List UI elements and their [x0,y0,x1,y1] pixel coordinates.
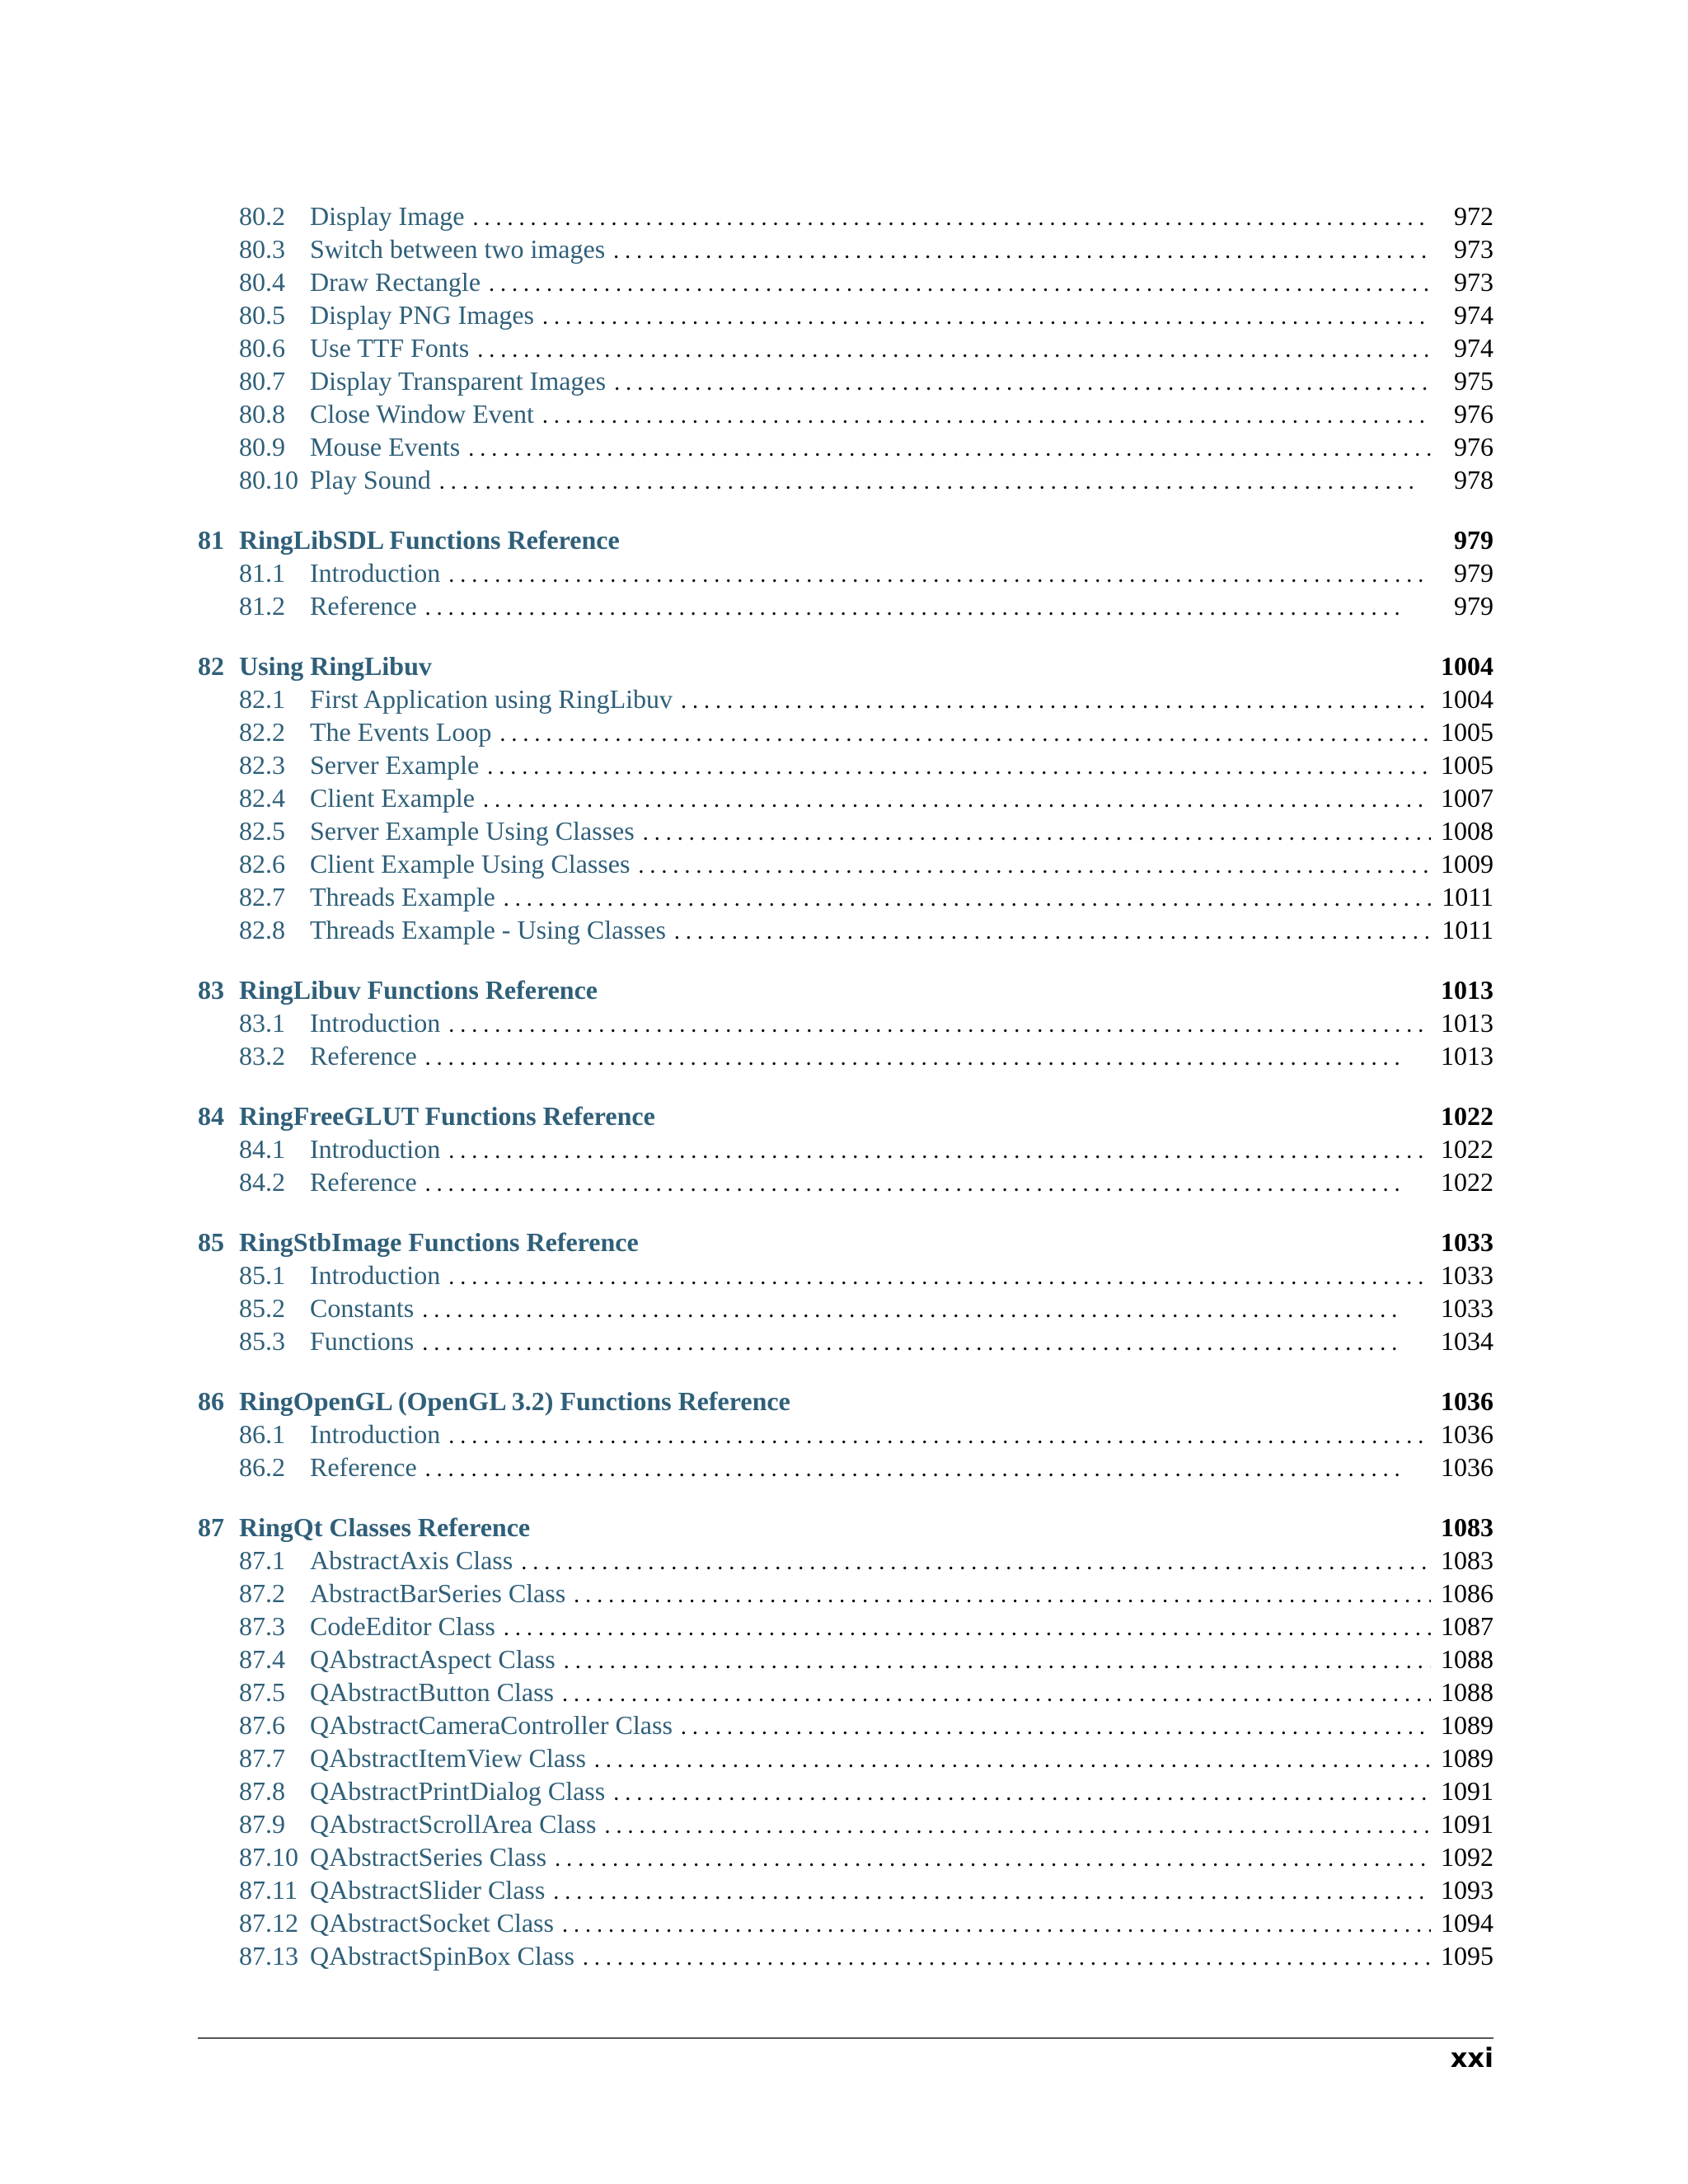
toc-entry-link[interactable]: QAbstractSlider Class [310,1875,546,1905]
toc-entry-number: 85.3 [239,1326,285,1356]
toc-entry[interactable] [239,589,1493,622]
toc-entry-link[interactable]: QAbstractScrollArea Class [310,1809,597,1839]
dot-leader [448,1420,1431,1453]
dot-leader [638,850,1431,883]
toc-entry[interactable] [239,1258,1493,1291]
toc-entry-link[interactable]: Mouse Events [310,432,461,462]
toc-chapter-81 [198,523,1493,622]
toc-entry-link[interactable]: Functions [310,1326,415,1356]
toc-entry-link[interactable]: Display Transparent Images [310,366,607,396]
toc-entry-number: 83.2 [239,1041,285,1071]
toc-entry-page: 1013 [1441,1008,1493,1038]
chapter-title-link[interactable]: Using RingLibuv [239,651,432,681]
dot-leader [542,400,1431,433]
toc-entry[interactable] [239,1610,1493,1643]
toc-entry[interactable] [239,1939,1493,1972]
toc-entry-page: 1004 [1441,684,1493,714]
toc-entry-number: 82.7 [239,882,285,912]
dot-leader [542,301,1431,334]
dot-leader [594,1744,1431,1777]
toc-entry-number: 80.3 [239,234,285,264]
toc-entry[interactable] [239,1418,1493,1451]
toc-entry-link[interactable]: Draw Rectangle [310,267,481,297]
chapter-title-link[interactable]: RingQt Classes Reference [239,1512,531,1542]
dot-leader [555,1843,1431,1876]
toc-entry[interactable] [239,1675,1493,1708]
toc-entry-number: 80.7 [239,366,285,396]
toc-entry-page: 976 [1454,399,1493,429]
toc-entry[interactable] [239,1132,1493,1165]
toc-entry-page: 1033 [1441,1293,1493,1323]
toc-entry[interactable] [239,814,1493,847]
toc-entry-page: 973 [1454,267,1493,297]
dot-leader [504,883,1431,916]
toc-entry-number: 85.2 [239,1293,285,1323]
toc-entry-link[interactable]: First Application using RingLibuv [310,684,673,714]
chapter-title-link[interactable]: RingLibSDL Functions Reference [239,525,620,555]
toc-entry[interactable] [239,1906,1493,1939]
toc-entry[interactable] [239,1451,1493,1483]
toc-entry[interactable] [239,1324,1493,1357]
dot-leader [448,1009,1431,1042]
toc-continuation-block [198,199,1493,496]
toc-entry-number: 82.2 [239,717,285,747]
toc-entry-number: 82.5 [239,816,285,846]
toc-entry-link[interactable]: Switch between two images [310,234,606,264]
chapter-number: 81 [198,525,224,555]
toc-entry-link[interactable]: Introduction [310,1260,441,1290]
toc-entry-page: 1088 [1441,1677,1493,1707]
page-number: xxi [1450,2042,1493,2074]
dot-leader [604,1810,1431,1843]
toc-entry-link[interactable]: Server Example Using Classes [310,816,635,846]
toc-entry-number: 84.1 [239,1134,285,1164]
toc-entry[interactable] [239,1643,1493,1675]
toc-chapter-86 [198,1385,1493,1483]
toc-entry-page: 1094 [1441,1908,1493,1938]
dot-leader [468,433,1431,466]
dot-leader [504,1612,1431,1645]
toc-entry-number: 82.1 [239,684,285,714]
dot-leader [562,1678,1431,1711]
toc-entry-number: 81.1 [239,558,285,588]
toc-entry[interactable] [239,1039,1493,1072]
chapter-number: 84 [198,1101,224,1131]
toc-chapter-83 [198,973,1493,1072]
toc-entry-number: 80.5 [239,300,285,330]
toc-entry-page: 979 [1454,591,1493,621]
dot-leader [439,466,1431,499]
dot-leader [562,1909,1431,1942]
footer-divider [198,2037,1493,2039]
toc-entry-number: 87.10 [239,1842,298,1872]
toc-entry-page: 973 [1454,234,1493,264]
toc-entry-page: 1087 [1441,1611,1493,1641]
toc-entry-number: 87.1 [239,1545,285,1575]
toc-entry[interactable] [239,556,1493,589]
toc-entry-link[interactable]: Constants [310,1293,415,1323]
table-of-contents [198,199,1493,1972]
toc-entry-page: 1022 [1441,1134,1493,1164]
chapter-title-link[interactable]: RingFreeGLUT Functions Reference [239,1101,655,1131]
toc-entry-number: 87.4 [239,1644,285,1674]
toc-entry[interactable] [239,1873,1493,1906]
toc-entry-page: 972 [1454,201,1493,231]
dot-leader [483,784,1431,817]
chapter-number: 85 [198,1227,224,1257]
toc-entry-number: 87.8 [239,1776,285,1806]
toc-entry[interactable] [239,1774,1493,1807]
toc-entry-page: 1036 [1441,1419,1493,1449]
dot-leader [477,334,1431,367]
toc-entry-link[interactable]: AbstractBarSeries Class [310,1578,566,1608]
toc-chapter-heading[interactable] [198,973,1493,1006]
toc-entry-link[interactable]: QAbstractSocket Class [310,1908,554,1938]
toc-entry-number: 80.10 [239,465,298,494]
toc-chapter-heading[interactable] [198,1226,1493,1258]
toc-entry-number: 82.8 [239,915,285,944]
chapter-title-link[interactable]: RingLibuv Functions Reference [239,975,598,1005]
dot-leader [521,1546,1431,1579]
toc-entry-number: 84.2 [239,1167,285,1197]
toc-entry-page: 979 [1454,558,1493,588]
toc-chapter-heading[interactable] [198,523,1493,556]
toc-entry-number: 87.12 [239,1908,298,1938]
toc-entry-link[interactable]: The Events Loop [310,717,492,747]
dot-leader [613,235,1431,268]
toc-entry-number: 87.2 [239,1578,285,1608]
toc-entry[interactable] [239,1741,1493,1774]
toc-entry-number: 80.6 [239,333,285,363]
dot-leader [425,1453,1431,1486]
toc-entry-page: 1005 [1441,750,1493,780]
toc-entry-number: 82.6 [239,849,285,879]
toc-entry-link[interactable]: QAbstractAspect Class [310,1644,556,1674]
toc-entry-link[interactable]: QAbstractPrintDialog Class [310,1776,606,1806]
toc-entry-number: 86.2 [239,1452,285,1482]
toc-entry-number: 80.4 [239,267,285,297]
toc-entry-page: 1011 [1442,882,1493,912]
toc-entry-page: 1008 [1441,816,1493,846]
toc-entry-number: 87.6 [239,1710,285,1740]
dot-leader [681,685,1431,718]
toc-entry-link[interactable]: Reference [310,1167,417,1197]
dot-leader [553,1876,1431,1909]
toc-entry-page: 976 [1454,432,1493,462]
dot-leader [643,817,1431,850]
toc-entry-page: 1095 [1441,1941,1493,1971]
toc-entry-number: 87.11 [239,1875,298,1905]
dot-leader [574,1579,1431,1612]
toc-entry[interactable] [239,265,1493,298]
dot-leader [425,1042,1431,1075]
chapter-title-link[interactable]: RingStbImage Functions Reference [239,1227,639,1257]
dot-leader [613,1777,1431,1810]
toc-entry[interactable] [239,1708,1493,1741]
toc-entry[interactable] [239,463,1493,496]
toc-entry-link[interactable]: QAbstractCameraController Class [310,1710,673,1740]
toc-entry-number: 83.1 [239,1008,285,1038]
toc-entry-link[interactable]: Use TTF Fonts [310,333,470,363]
toc-entry-link[interactable]: Introduction [310,1134,441,1164]
toc-entry-page: 1033 [1441,1260,1493,1290]
toc-entry-link[interactable]: Close Window Event [310,399,534,429]
toc-chapter-85 [198,1226,1493,1357]
toc-entry-number: 80.8 [239,399,285,429]
chapter-page: 1004 [1441,651,1493,681]
toc-entry[interactable] [239,199,1493,232]
dot-leader [564,1645,1431,1678]
toc-entry[interactable] [239,1291,1493,1324]
chapter-page: 1036 [1441,1386,1493,1416]
chapter-title-link[interactable]: RingOpenGL (OpenGL 3.2) Functions Reference [239,1386,790,1416]
toc-entry[interactable] [239,1807,1493,1840]
toc-entry-number: 81.2 [239,591,285,621]
toc-entry-page: 1089 [1441,1710,1493,1740]
dot-leader [425,1168,1431,1201]
dot-leader [674,916,1431,949]
toc-entry-link[interactable]: Client Example [310,783,475,813]
toc-entry-link[interactable]: Threads Example [310,882,495,912]
toc-entry[interactable] [239,1165,1493,1198]
chapter-page: 1022 [1441,1101,1493,1131]
chapter-number: 87 [198,1512,224,1542]
toc-entry-page: 1011 [1442,915,1493,944]
toc-entry-link[interactable]: QAbstractButton Class [310,1677,554,1707]
toc-entry-page: 974 [1454,333,1493,363]
toc-entry-link[interactable]: QAbstractSeries Class [310,1842,547,1872]
toc-entry-number: 87.13 [239,1941,298,1971]
toc-entry[interactable] [239,430,1493,463]
dot-leader [448,1261,1431,1294]
toc-entry-page: 1022 [1441,1167,1493,1197]
toc-entry-link[interactable]: Reference [310,591,417,621]
toc-entry-link[interactable]: Display PNG Images [310,300,534,330]
dot-leader [489,268,1431,301]
toc-entry[interactable] [239,847,1493,880]
toc-chapter-heading[interactable] [198,649,1493,682]
toc-entry-number: 86.1 [239,1419,285,1449]
chapter-number: 82 [198,651,224,681]
toc-entry-link[interactable]: Threads Example - Using Classes [310,915,666,944]
toc-entry-number: 80.2 [239,201,285,231]
toc-entry[interactable] [239,748,1493,781]
toc-chapter-82 [198,649,1493,946]
toc-entry-number: 87.7 [239,1743,285,1773]
toc-chapter-84 [198,1099,1493,1198]
toc-entry-page: 1093 [1441,1875,1493,1905]
toc-entry-link[interactable]: Reference [310,1452,417,1482]
toc-entry[interactable] [239,232,1493,265]
chapter-page: 1013 [1441,975,1493,1005]
toc-entry[interactable] [239,913,1493,946]
toc-entry-link[interactable]: Reference [310,1041,417,1071]
toc-chapter-heading[interactable] [198,1385,1493,1418]
toc-entry[interactable] [239,364,1493,397]
dot-leader [422,1294,1431,1327]
chapter-number: 86 [198,1386,224,1416]
toc-entry[interactable] [239,781,1493,814]
toc-entry-link[interactable]: Introduction [310,558,441,588]
toc-entry[interactable] [239,715,1493,748]
toc-entry-page: 1092 [1441,1842,1493,1872]
toc-entry-link[interactable]: CodeEditor Class [310,1611,495,1641]
toc-entry-page: 1034 [1441,1326,1493,1356]
toc-entry-page: 1089 [1441,1743,1493,1773]
dot-leader [583,1942,1431,1975]
toc-entry-number: 85.1 [239,1260,285,1290]
toc-entry-number: 87.3 [239,1611,285,1641]
dot-leader [681,1711,1431,1744]
toc-entry-number: 82.4 [239,783,285,813]
toc-entry-page: 1088 [1441,1644,1493,1674]
toc-entry[interactable] [239,880,1493,913]
dot-leader [422,1327,1431,1360]
toc-entry-page: 1005 [1441,717,1493,747]
toc-entry-link[interactable]: Play Sound [310,465,431,494]
toc-entry[interactable] [239,1577,1493,1610]
toc-entry[interactable] [239,298,1493,331]
toc-entry[interactable] [239,1840,1493,1873]
dot-leader [473,202,1432,235]
toc-entry-page: 974 [1454,300,1493,330]
dot-leader [614,367,1431,400]
toc-entry-page: 1009 [1441,849,1493,879]
toc-entry-link[interactable]: Introduction [310,1008,441,1038]
dot-leader [499,718,1431,751]
toc-entry-page: 975 [1454,366,1493,396]
chapter-page: 1083 [1441,1512,1493,1542]
toc-entry-link[interactable]: Display Image [310,201,465,231]
chapter-page: 979 [1454,525,1493,555]
toc-entry[interactable] [239,1544,1493,1577]
toc-entry[interactable] [239,1006,1493,1039]
toc-entry-link[interactable]: QAbstractItemView Class [310,1743,586,1773]
toc-entry-link[interactable]: Server Example [310,750,480,780]
toc-entry-link[interactable]: QAbstractSpinBox Class [310,1941,574,1971]
toc-entry-page: 978 [1454,465,1493,494]
dot-leader [425,592,1431,625]
toc-entry-number: 87.9 [239,1809,285,1839]
toc-entry-link[interactable]: Introduction [310,1419,441,1449]
toc-entry-page: 1007 [1441,783,1493,813]
toc-entry-page: 1013 [1441,1041,1493,1071]
toc-entry-number: 80.9 [239,432,285,462]
toc-entry-page: 1091 [1441,1776,1493,1806]
toc-entry-link[interactable]: AbstractAxis Class [310,1545,513,1575]
toc-chapter-87 [198,1511,1493,1972]
toc-entry[interactable] [239,682,1493,715]
dot-leader [448,1135,1431,1168]
toc-chapter-heading[interactable] [198,1099,1493,1132]
toc-entry-number: 82.3 [239,750,285,780]
toc-entry-page: 1083 [1441,1545,1493,1575]
dot-leader [448,559,1431,592]
toc-chapter-heading[interactable] [198,1511,1493,1544]
toc-entry-page: 1086 [1441,1578,1493,1608]
toc-entry-page: 1036 [1441,1452,1493,1482]
dot-leader [487,751,1431,784]
toc-entry-page: 1091 [1441,1809,1493,1839]
toc-entry[interactable] [239,397,1493,430]
chapter-number: 83 [198,975,224,1005]
toc-entry-link[interactable]: Client Example Using Classes [310,849,631,879]
toc-entry-number: 87.5 [239,1677,285,1707]
chapter-page: 1033 [1441,1227,1493,1257]
toc-entry[interactable] [239,331,1493,364]
